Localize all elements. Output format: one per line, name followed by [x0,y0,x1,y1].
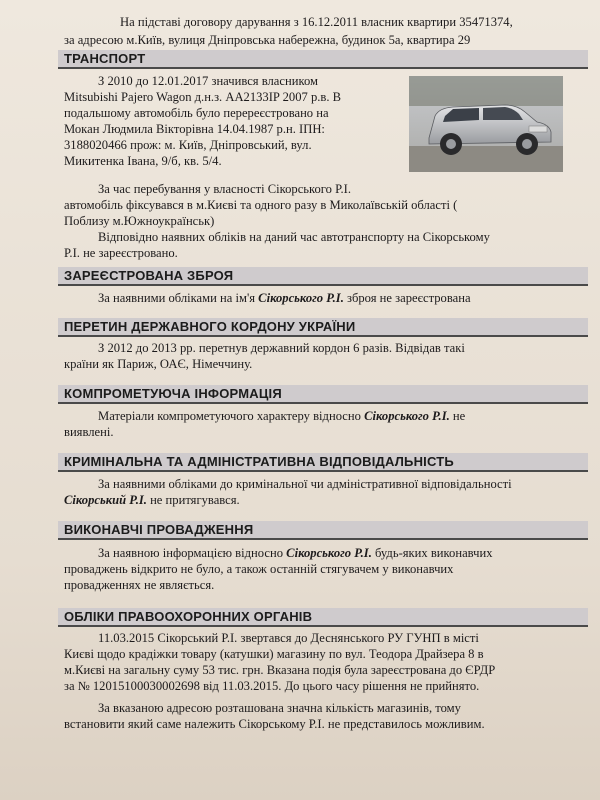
section-title-border: ПЕРЕТИН ДЕРЖАВНОГО КОРДОНУ УКРАЇНИ [64,319,356,334]
section-title-compromising: КОМПРОМЕТУЮЧА ІНФОРМАЦІЯ [64,386,282,401]
transport-text: З 2010 до 12.01.2017 значився власником [98,74,318,88]
border-text: З 2012 до 2013 рр. перетнув державний кордон 6 разів. Відвідав такі [98,341,465,355]
subject-name: Сікорського Р.І. [286,546,372,560]
car-photo-icon [409,76,563,172]
transport-text: Р.І. не зареєстровано. [64,246,178,260]
law-text: м.Києві на загальну суму 53 тис. грн. Вказана подія була зареєстрована до ЄРДР [64,663,496,677]
compromising-text: виявлені. [64,425,114,439]
intro-line-2: за адресою м.Київ, вулиця Дніпровська набережна, будинок 5а, квартира 29 [64,33,471,47]
section-header-law-enforcement [58,608,588,627]
intro-line-1: На підставі договору дарування з 16.12.2011 власник квартири 35471374, [120,15,513,29]
transport-text: За час перебування у власності Сікорського Р.І. [98,182,352,196]
document-page: На підставі договору дарування з 16.12.2011 власник квартири 35471374, за адресою м.Київ, вулиця Дніпровська набережна, будинок 5а, квартира 29 ТРАНСПОРТ З 2010 до 12.01.2017 значився власником Mitsubishi Pajero Wagon д.н.з. AA2133IP 2007 р.в. В подальшому автомобіль було перереєстровано на Мокан Людмила Вікторівна 14.04.1987 р.н. ІПН: 3188020466 прож: м. Київ, Дніпровський, вул. Микитенка Івана, 9/б, кв. 5/4. За час перебування у власності Сікорського Р.І. автомобіль фіксувався в м.Києві та одного разу в Миколаївській області ( Поблизу м.Южноукраїнськ) Відповідно наявних обліків на даний час автотранспорту на Сікорському Р.І. не зареєстровано. ЗАРЕЄСТРОВАНА ЗБРОЯ За наявними обліками на ім'я Сікорського Р.І. зброя не зареєстрована ПЕРЕТИН ДЕРЖАВНОГО КОРДОНУ УКРАЇНИ З 2012 до 2013 рр. перетнув державний кордон 6 разів. Відвідав такі країни як Париж, ОАЄ, Німеччину. КОМПРОМЕТУЮЧА ІНФОРМАЦІЯ Матеріали компрометуючого характеру відносно Сікорського Р.І. не виявлені. КРИМІНАЛЬНА ТА АДМІНІСТРАТИВНА ВІДПОВІДАЛЬНІСТЬ За наявними обліками до кримінальної чи адміністративної відповідальності Сікорський Р.І. не притягувався. ВИКОНАВЧІ ПРОВАДЖЕННЯ За наявною інформацією відносно Сікорського Р.І. будь-яких виконавчих проваджень відкрито не було, а також останній стягувачем у виконавчих провадженнях не являється. ОБЛІКИ ПРАВООХОРОННИХ ОРГАНІВ 11.03.2015 Сікорський Р.І. звертався до Деснянського РУ ГУНП в місті Києві щодо крадіжки товару (катушки) магазину по вул. Теодора Драйзера 8 в м.Києві на загальну суму 53 тис. грн. Вказана подія була зареєстрована до ЄРДР за № 12015100030002698 від 11.03.2015. До цього часу рішення не прийнято. За вказаною адресою розташована значна кількість магазинів, тому встановити який саме належить Сікорському Р.І. не представилось можливим. [0,0,600,800]
section-title-criminal: КРИМІНАЛЬНА ТА АДМІНІСТРАТИВНА ВІДПОВІДАЛЬНІСТЬ [64,454,454,469]
section-header-transport [58,50,588,69]
transport-text: автомобіль фіксувався в м.Києві та одного разу в Миколаївській області ( [64,198,458,212]
law-text: 11.03.2015 Сікорський Р.І. звертався до Деснянського РУ ГУНП в місті [98,631,479,645]
subject-name: Сікорського Р.І. [258,291,344,305]
section-title-weapons: ЗАРЕЄСТРОВАНА ЗБРОЯ [64,268,234,283]
enforcement-text: провадженнях не являється. [64,578,215,592]
law-text: За вказаною адресою розташована значна кількість магазинів, тому [98,701,461,715]
subject-name: Сікорського Р.І. [364,409,450,423]
transport-text: Мокан Людмила Вікторівна 14.04.1987 р.н. ІПН: [64,122,325,136]
transport-text: Микитенка Івана, 9/б, кв. 5/4. [64,154,222,168]
car-photo [409,76,563,172]
section-title-law-enforcement: ОБЛІКИ ПРАВООХОРОННИХ ОРГАНІВ [64,609,313,624]
section-title-enforcement: ВИКОНАВЧІ ПРОВАДЖЕННЯ [64,522,254,537]
transport-text: Mitsubishi Pajero Wagon д.н.з. AA2133IP 2007 р.в. В [64,90,342,104]
section-header-border [58,318,588,337]
transport-text: Поблизу м.Южноукраїнськ) [64,214,215,228]
weapons-text: За наявними обліками на ім'я Сікорського Р.І. зброя не зареєстрована [98,291,471,305]
section-header-weapons [58,267,588,286]
transport-text: подальшому автомобіль було перереєстровано на [64,106,329,120]
law-text: встановити який саме належить Сікорському Р.І. не представилось можливим. [64,717,485,731]
border-text: країни як Париж, ОАЄ, Німеччину. [64,357,253,371]
enforcement-text: проваджень відкрито не було, а також останній стягувачем у виконавчих [64,562,454,576]
transport-text: 3188020466 прож: м. Київ, Дніпровський, вул. [64,138,312,152]
subject-name: Сікорський Р.І. [64,493,147,507]
section-header-enforcement [58,521,588,540]
section-title-transport: ТРАНСПОРТ [64,51,146,66]
law-text: за № 12015100030002698 від 11.03.2015. До цього часу рішення не прийнято. [64,679,480,693]
section-header-compromising [58,385,588,404]
law-text: Києві щодо крадіжки товару (катушки) магазину по вул. Теодора Драйзера 8 в [64,647,484,661]
transport-text: Відповідно наявних обліків на даний час автотранспорту на Сікорському [98,230,490,244]
criminal-text: За наявними обліками до кримінальної чи адміністративної відповідальності [98,477,512,491]
section-header-criminal [58,453,588,472]
